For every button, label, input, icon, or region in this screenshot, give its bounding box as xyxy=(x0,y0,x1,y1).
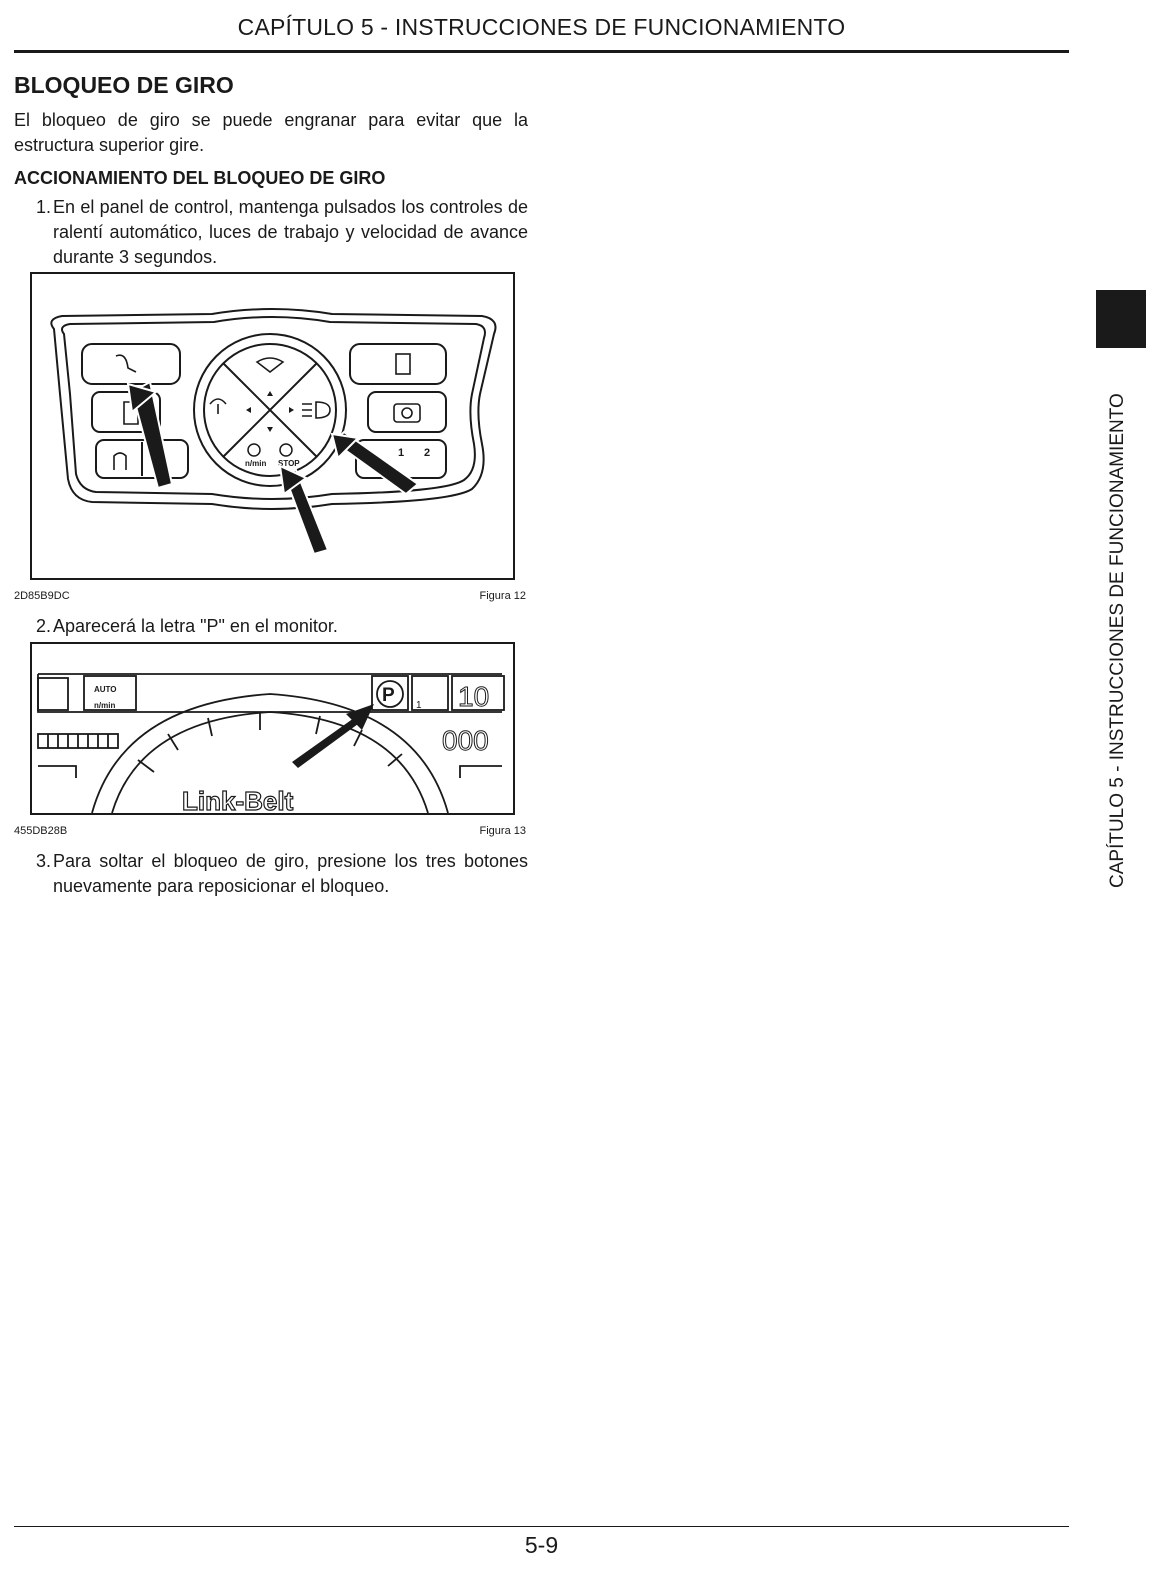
speed-1-label: 1 xyxy=(398,447,405,459)
step-number: 3. xyxy=(36,851,52,871)
subsection-title: ACCIONAMIENTO DEL BLOQUEO DE GIRO xyxy=(14,168,386,188)
step-1 xyxy=(36,195,528,270)
figure-12-id: 2D85B9DC xyxy=(14,590,70,602)
page-number: 5-9 xyxy=(524,1532,559,1558)
light-indicator-icon xyxy=(38,678,68,710)
step-text: Para soltar el bloqueo de giro, presione los tres botones nuevamente para reposicionar el bloqueo. xyxy=(53,851,528,896)
figure-13-caption: Figura 13 xyxy=(479,825,526,837)
section-title: BLOQUEO DE GIRO xyxy=(14,72,234,98)
monitor-illustration xyxy=(32,644,513,813)
step-2 xyxy=(36,614,528,639)
step-number: 1. xyxy=(36,197,52,217)
chapter-side-label: CAPÍTULO 5 - INSTRUCCIONES DE FUNCIONAMIENTO xyxy=(1107,393,1128,888)
camera-button xyxy=(368,392,446,432)
nmin-label: n/min xyxy=(94,701,116,710)
idle-bottom-label: n/min xyxy=(245,459,267,468)
footer-divider xyxy=(14,1526,1069,1527)
digits-bottom: 000 xyxy=(442,725,489,756)
rabbit-button xyxy=(82,344,180,384)
auto-label: AUTO xyxy=(94,685,117,694)
step-text: En el panel de control, mantenga pulsados los controles de ralentí automático, luces de trabajo y velocidad de avance durante 3 segundos. xyxy=(53,197,528,267)
control-panel-illustration xyxy=(32,274,513,578)
header-divider xyxy=(14,50,1069,53)
page-header-title: CAPÍTULO 5 - INSTRUCCIONES DE FUNCIONAMIENTO xyxy=(237,14,846,40)
speed-2-label: 2 xyxy=(424,447,431,459)
figure-13-monitor xyxy=(30,642,515,815)
p-indicator: P xyxy=(382,685,395,706)
step-3 xyxy=(36,849,528,899)
stop-bottom-label: STOP xyxy=(278,459,300,468)
menu-button xyxy=(350,344,446,384)
figure-12-control-panel xyxy=(30,272,515,580)
chapter-side-tab xyxy=(1096,290,1146,348)
step-text: Aparecerá la letra "P" en el monitor. xyxy=(53,616,338,636)
pointer-arrow-monitor xyxy=(292,718,358,768)
brand-logo-text: Link-Belt xyxy=(182,786,294,813)
gear-number: 1 xyxy=(416,700,422,711)
figure-12-caption: Figura 12 xyxy=(479,590,526,602)
step-number: 2. xyxy=(36,616,52,636)
figure-13-id: 455DB28B xyxy=(14,825,68,837)
intro-paragraph: El bloqueo de giro se puede engranar para evitar que la estructura superior gire. xyxy=(14,110,528,155)
digits-top: 10 xyxy=(458,681,490,712)
